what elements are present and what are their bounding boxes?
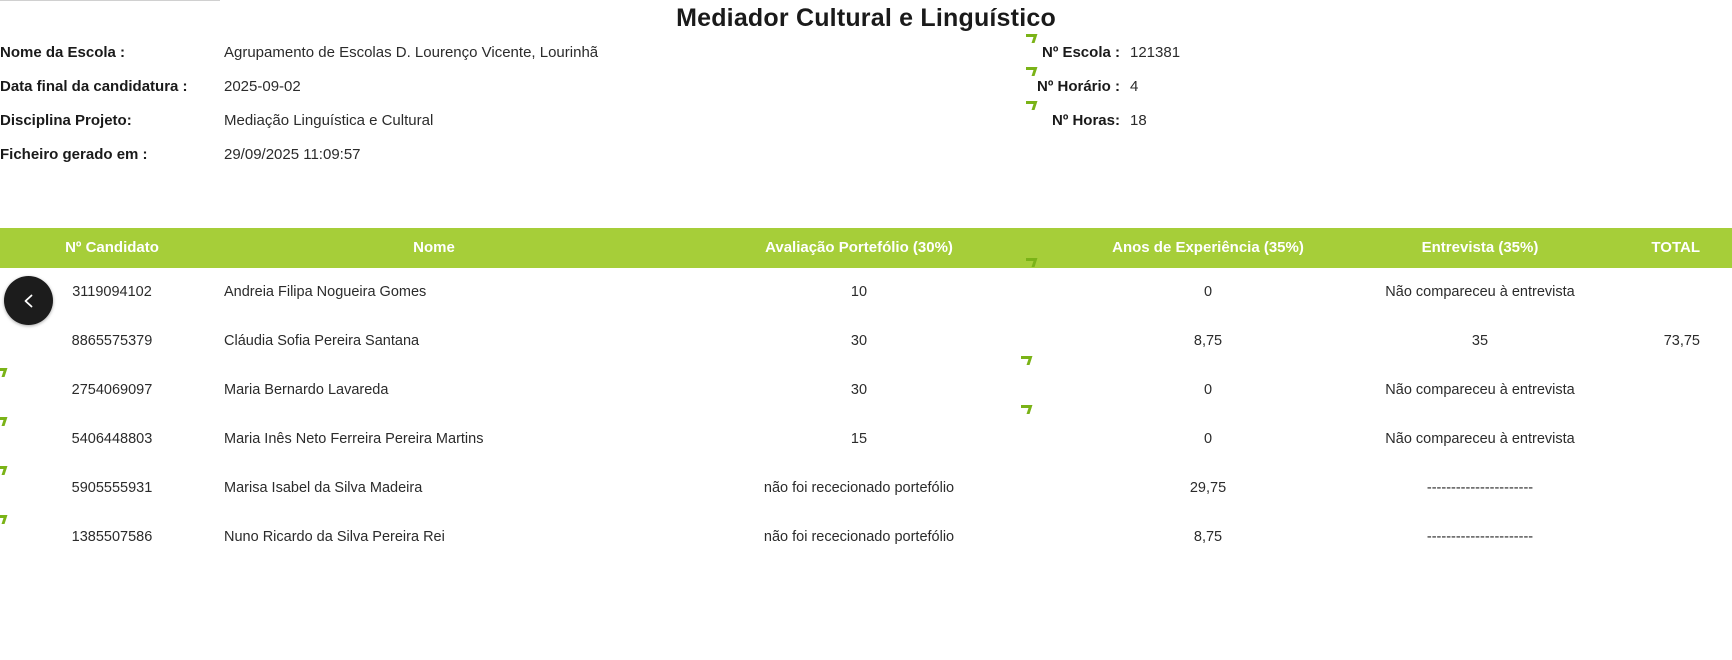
- meta-row: [0, 146, 1732, 180]
- column-header-anos: Anos de Experiência (35%): [1112, 239, 1304, 256]
- cell-anos: 0: [1203, 431, 1213, 447]
- cell-nome: Maria Inês Neto Ferreira Pereira Martins: [224, 431, 484, 447]
- meta-label-n-escola: Nº Escola :: [1041, 44, 1120, 61]
- meta-value-disciplina-projeto: Mediação Linguística e Cultural: [224, 112, 434, 129]
- table-row: [0, 317, 1732, 366]
- cell-portefolio: não foi rececionado portefólio: [763, 480, 955, 496]
- column-header-entrevista: Entrevista (35%): [1421, 239, 1539, 256]
- cell-portefolio: não foi rececionado portefólio: [763, 529, 955, 545]
- table-row: [0, 415, 1732, 464]
- cell-numero: 5406448803: [71, 431, 153, 447]
- cell-portefolio: 30: [850, 382, 868, 398]
- cell-numero: 3119094102: [72, 284, 152, 300]
- table-row: [0, 513, 1732, 562]
- table-row: [0, 464, 1732, 513]
- meta-label-nome-escola: Nome da Escola :: [0, 44, 126, 61]
- cell-nome: Cláudia Sofia Pereira Santana: [224, 333, 420, 349]
- cell-anos: 0: [1203, 382, 1213, 398]
- cell-nome: Nuno Ricardo da Silva Pereira Rei: [224, 529, 445, 545]
- meta-row: [0, 44, 1732, 78]
- column-header-numero: Nº Candidato: [65, 239, 159, 256]
- meta-value-nome-escola: Agrupamento de Escolas D. Lourenço Vicente, Lourinhã: [224, 44, 599, 61]
- meta-value-n-horario: 4: [1130, 78, 1139, 95]
- cell-numero: 2754069097: [71, 382, 153, 398]
- meta-label-disciplina-projeto: Disciplina Projeto:: [0, 112, 132, 129]
- cell-entrevista: Não compareceu à entrevista: [1385, 431, 1575, 447]
- table-header-row: [0, 228, 1732, 268]
- meta-label-n-horas: Nº Horas:: [1052, 112, 1120, 129]
- meta-label-n-horario: Nº Horário :: [1037, 78, 1120, 95]
- cell-portefolio: 15: [850, 431, 868, 447]
- top-divider: [0, 0, 220, 1]
- cell-entrevista: ----------------------: [1426, 529, 1534, 545]
- cell-portefolio: 10: [850, 284, 868, 300]
- page-title: Mediador Cultural e Linguístico: [676, 4, 1056, 32]
- meta-row: [0, 78, 1732, 112]
- header-meta: [0, 44, 1732, 180]
- table-row: [0, 268, 1732, 317]
- cell-entrevista: Não compareceu à entrevista: [1385, 382, 1575, 398]
- cell-numero: 8865575379: [71, 333, 153, 349]
- cell-total: 73,75: [1663, 333, 1700, 349]
- cell-anos: 29,75: [1189, 480, 1227, 496]
- meta-row: [0, 112, 1732, 146]
- cell-entrevista: 35: [1471, 333, 1489, 349]
- cell-nome: Andreia Filipa Nogueira Gomes: [224, 284, 427, 300]
- cell-numero: 1385507586: [71, 529, 153, 545]
- column-header-nome: Nome: [413, 239, 455, 256]
- cell-anos: 8,75: [1193, 529, 1223, 545]
- cell-nome: Marisa Isabel da Silva Madeira: [224, 480, 423, 496]
- meta-value-ficheiro-gerado: 29/09/2025 11:09:57: [224, 146, 361, 163]
- green-corner-tick-icon: [1026, 34, 1036, 44]
- cell-anos: 0: [1203, 284, 1213, 300]
- meta-label-data-final: Data final da candidatura :: [0, 78, 188, 95]
- column-header-total: TOTAL: [1651, 239, 1700, 256]
- meta-label-ficheiro-gerado: Ficheiro gerado em :: [0, 146, 148, 163]
- back-button[interactable]: [4, 276, 53, 325]
- meta-value-n-horas: 18: [1130, 112, 1147, 129]
- cell-portefolio: 30: [850, 333, 868, 349]
- meta-value-data-final: 2025-09-02: [224, 78, 301, 95]
- cell-nome: Maria Bernardo Lavareda: [224, 382, 389, 398]
- cell-anos: 8,75: [1193, 333, 1223, 349]
- candidates-table: [0, 228, 1732, 562]
- column-header-portefolio: Avaliação Portefólio (30%): [765, 239, 953, 256]
- table-row: [0, 366, 1732, 415]
- cell-entrevista: ----------------------: [1426, 480, 1534, 496]
- cell-numero: 5905555931: [71, 480, 153, 496]
- chevron-left-icon: [20, 292, 38, 310]
- meta-value-n-escola: 121381: [1130, 44, 1181, 61]
- cell-entrevista: Não compareceu à entrevista: [1385, 284, 1575, 300]
